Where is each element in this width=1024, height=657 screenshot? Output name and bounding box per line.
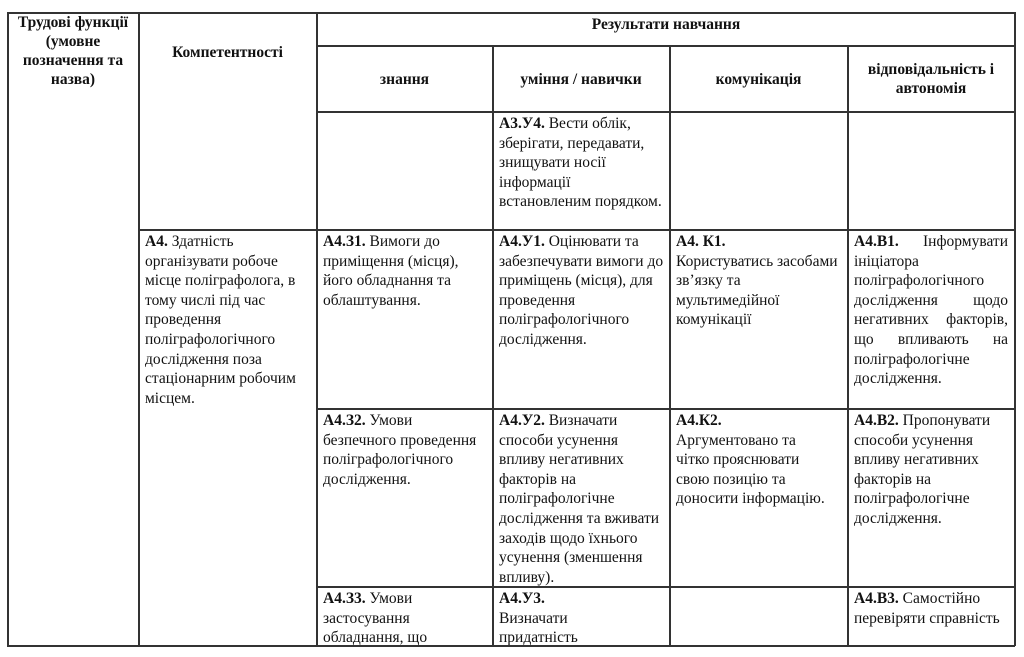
code: А4.У2. [499, 412, 545, 429]
header-competences: Компетентності [172, 44, 283, 61]
header-functions: Трудові функції (умовне позначення та назва) [17, 14, 129, 88]
cell-communication-a4-k2 [670, 409, 835, 509]
text: Визначати способи усунення впливу негативних факторів на поліграфологічне дослідження та вживати заходів щодо їхнього усунення (зменшення впливу). [499, 412, 660, 586]
text: Інформувати ініціатора поліграфологічного дослідження щодо негативних факторів, що впливають на поліграфологічне дослідження. [854, 233, 1008, 388]
text: Здатність організувати робоче місце поліграфолога, в тому числі під час проведення поліграфологічного дослідження поза стаціонарним робочим місцем. [145, 233, 296, 407]
header-responsibility: відповідальність і автономія [867, 61, 995, 97]
text: Умови безпечного проведення поліграфологічного дослідження. [323, 412, 477, 488]
code: А4.З1. [323, 233, 366, 250]
cell-responsibility-a4-v2 [848, 409, 1012, 529]
code: А4.У3. [499, 590, 545, 607]
table-border-bottom [7, 645, 1015, 647]
text: Умови застосування обладнання, що [323, 590, 428, 645]
code: А4.В2. [854, 412, 899, 429]
cell-responsibility-a4-v3 [848, 587, 1012, 645]
code: А4.К2. [676, 412, 722, 429]
text: Користуватись засобами зв’язку та мультимедійної комунікації [676, 252, 838, 329]
header-skills: уміння / навички [520, 71, 642, 88]
text: Пропонувати способи усунення впливу негативних факторів на поліграфологічне дослідження. [854, 412, 991, 527]
text: Оцінювати та забезпечувати вимоги до приміщень (місця), для проведення поліграфологічного дослідження. [499, 233, 664, 348]
table-border-top [7, 12, 1015, 14]
cell-competence-a4 [139, 230, 316, 408]
text: Аргументовано та чітко прояснювати свою позицію та доносити інформацію. [676, 431, 825, 508]
column-divider [316, 12, 318, 646]
cell-knowledge-a4-z1 [317, 230, 492, 310]
text: Вести облік, зберігати, передавати, знищувати носії інформації встановленим порядком. [499, 115, 662, 211]
table-border-left [7, 12, 9, 646]
code: А4.В3. [854, 590, 899, 607]
header-knowledge: знання [379, 71, 430, 88]
code: А4. К1. [676, 233, 726, 250]
cell-communication-a4-k1 [670, 230, 842, 330]
cell-skills-a3-u4 [493, 112, 669, 212]
cell-skills-a4-u3 [493, 587, 633, 645]
code: А3.У4. [499, 115, 545, 132]
text: Самостійно перевіряти справність [854, 590, 1000, 627]
header-learning-results: Результати навчання [591, 16, 741, 33]
code: А4.У1. [499, 233, 545, 250]
text: Вимоги до приміщення (місця), його обладнання та облаштування. [323, 233, 459, 309]
cell-knowledge-a4-z3 [317, 587, 482, 645]
header-divider [316, 45, 1015, 47]
code: А4.В1. [854, 233, 899, 250]
text: Визначати придатність [499, 609, 578, 645]
code: А4.З3. [323, 590, 366, 607]
header-communication: комунікація [715, 71, 802, 88]
code: А4.З2. [323, 412, 366, 429]
cell-skills-a4-u2 [493, 409, 669, 587]
cell-responsibility-a4-v1 [848, 230, 1012, 389]
cell-knowledge-a4-z2 [317, 409, 492, 489]
table-border-right [1014, 12, 1016, 646]
cell-skills-a4-u1 [493, 230, 669, 350]
column-divider [669, 45, 671, 646]
code: А4. [145, 233, 168, 250]
